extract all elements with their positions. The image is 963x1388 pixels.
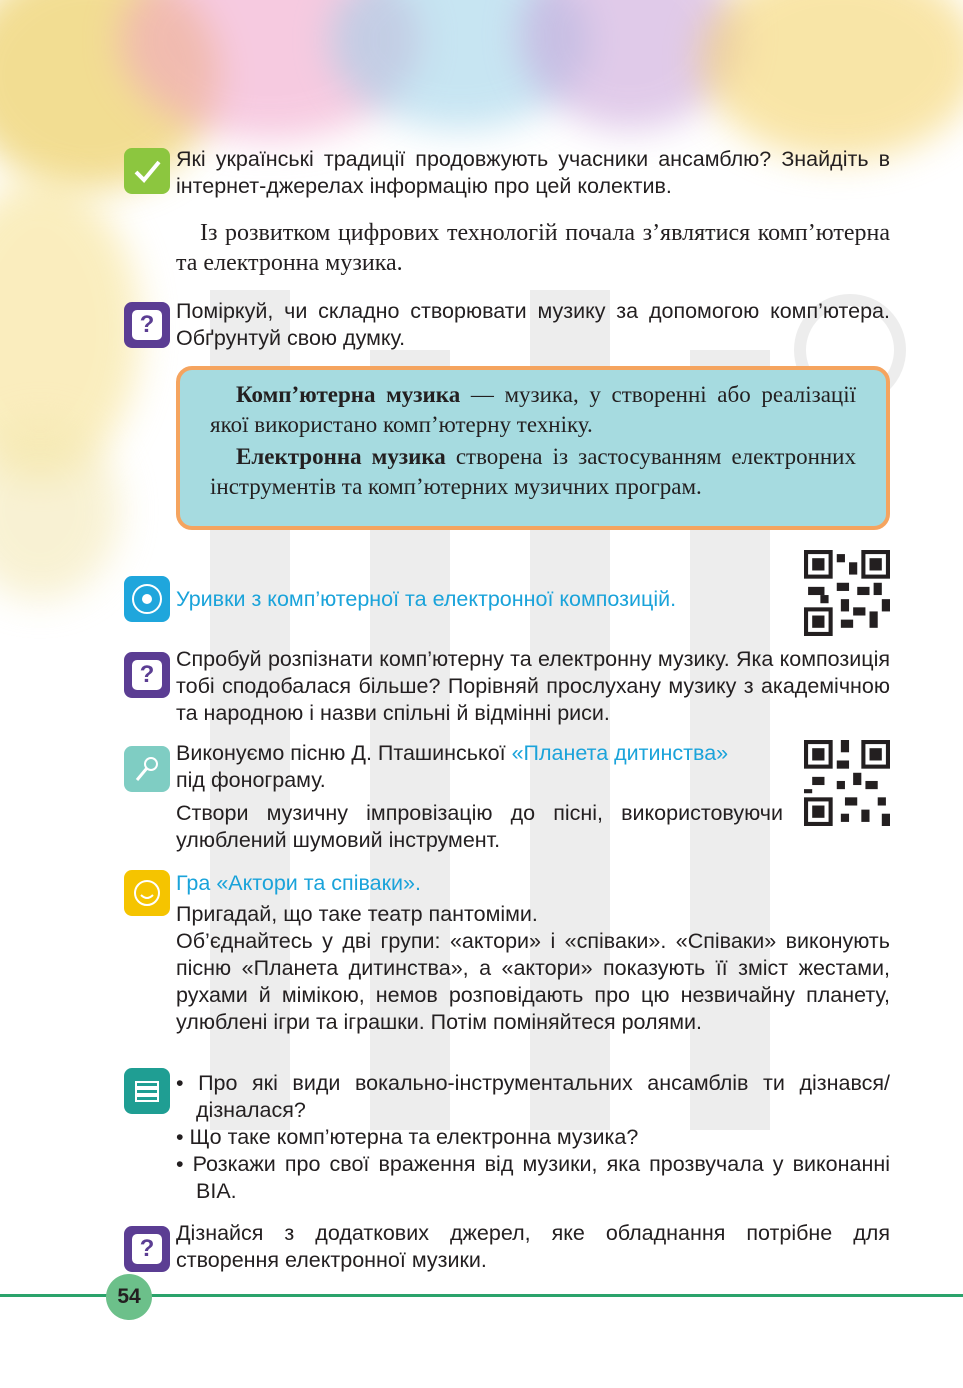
disc-icon [124, 576, 170, 622]
definition-electronic-music: Електронна музика створена із застосуванням електронних інструментів та комп’ютерних музичних програм. [210, 444, 856, 499]
game-title: Гра «Актори та співаки». [176, 871, 421, 895]
sing-improvise: Створи музичну імпровізацію до пісні, використовуючи улюблений шумовий інструмент. [176, 801, 783, 852]
review-question-1: • Про які види вокально-інструментальних ансамблів ти дізнався/дізналася? [176, 1071, 890, 1122]
review-question-3: • Розкажи про свої враження від музики, яка прозвучала у виконанні ВІА. [176, 1152, 890, 1203]
definition-computer-music: Комп’ютерна музика — музика, у створенні або реалізації якої використано комп’ютерну техніку. [210, 382, 856, 437]
qr-code[interactable] [804, 550, 890, 636]
listen-fragments: Уривки з комп’ютерної та електронної композицій. [176, 587, 677, 611]
page-number: 54 [106, 1274, 152, 1320]
think-question-2: Спробуй розпізнати комп’ютерну та електронну музику. Яка композиція тобі сподобалася більше? Порівняй прослухану музику з академічною та народною і назви спільні й відмінні риси. [176, 647, 890, 725]
microphone-icon [124, 746, 170, 792]
game-instructions: Об’єднайтесь у дві групи: «актори» і «співаки». «Співаки» виконують пісню «Планета дитинства», а «актори» показують її зміст жестами, рухами й мімікою, немов розповідають про цю незвичайну планету, улюблені ігри та іграшки. Потім поміняйтеся ролями. [176, 929, 890, 1034]
sing-song: Виконуємо пісню Д. Пташинської «Планета дитинства» під фонограму. [176, 741, 729, 792]
think-question-3: Дізнайся з додаткових джерел, яке обладнання потрібне для створення електронної музики. [176, 1221, 890, 1272]
smiley-icon [124, 870, 170, 916]
song-title-link: «Планета дитинства» [511, 741, 729, 765]
question-icon: ? [124, 302, 170, 348]
question-icon: ? [124, 1226, 170, 1272]
checkmark-icon [124, 148, 170, 194]
qr-code[interactable] [804, 740, 890, 826]
game-pantomime: Пригадай, що таке театр пантоміми. [176, 902, 538, 926]
intro-paragraph: Із розвитком цифрових технологій почала з’являтися комп’ютерна та електронна музика. [176, 220, 890, 276]
task-research: Які українські традиції продовжують учасники ансамблю? Знайдіть в інтернет-джерелах інформацію про цей колектив. [176, 147, 890, 198]
think-question-1: Поміркуй, чи складно створювати музику за допомогою комп’ютера. Обґрунтуй свою думку. [176, 299, 890, 350]
review-question-2: • Що таке комп’ютерна та електронна музика? [176, 1125, 639, 1149]
question-icon: ? [124, 652, 170, 698]
definition-box [176, 366, 890, 530]
books-icon [124, 1068, 170, 1114]
